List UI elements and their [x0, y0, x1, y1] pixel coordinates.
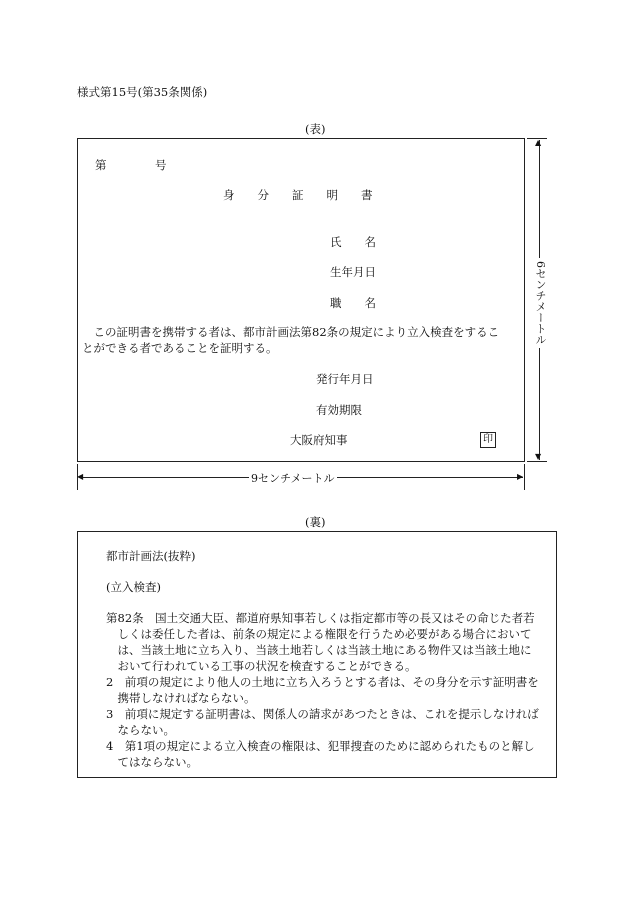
occupation-label: 職 名: [330, 296, 376, 310]
article-line: 4 第1項の規定による立入検査の権限は、犯罪捜査のために認められたものと解し: [106, 739, 535, 753]
validity-label: 有効期限: [316, 403, 362, 417]
height-dim-tick-bottom: [527, 461, 547, 462]
front-heading: (表): [305, 122, 326, 136]
statement-line-2: とができる者であることを証明する。: [82, 341, 278, 355]
birth-date-label: 生年月日: [330, 265, 376, 279]
article-line: てはならない。: [106, 755, 198, 769]
article-line: 第82条 国土交通大臣、都道府県知事若しくは指定都市等の長又はその命じた者若: [106, 611, 535, 625]
article-line: ならない。: [106, 723, 175, 737]
width-dim-tick-right: [524, 464, 525, 490]
width-arrow-left-icon: ◀: [77, 472, 84, 481]
seal-mark: 印: [480, 432, 496, 448]
article-line: 2 前項の規定により他人の土地に立ち入ろうとする者は、その身分を示す証明書を: [106, 675, 539, 689]
article-line: 携帯しなければならない。: [106, 691, 256, 705]
statement-line-1: この証明書を携帯する者は、都市計画法第82条の規定により立入検査をするこ: [82, 325, 500, 339]
article-line: は、当該土地に立ち入り、当該土地若しくは当該土地にある物件又は当該土地に: [106, 643, 532, 657]
certificate-number-prefix: 第: [95, 158, 107, 172]
certificate-title: 身 分 証 明 書: [223, 188, 373, 202]
back-heading: (裏): [305, 515, 326, 529]
height-arrow-up-icon: ▲: [535, 138, 542, 147]
height-arrow-down-icon: ▼: [535, 452, 542, 461]
section-title: (立入検査): [106, 580, 161, 594]
article-line: しくは委任した者は、前条の規定による権限を行うため必要がある場合において: [106, 627, 532, 641]
certificate-number-suffix: 号: [155, 158, 167, 172]
form-number: 様式第15号(第35条関係): [77, 85, 208, 99]
back-card: [77, 531, 557, 778]
width-dimension-label: 9センチメートル: [251, 472, 335, 485]
issue-date-label: 発行年月日: [316, 372, 374, 386]
governor-label: 大阪府知事: [290, 433, 348, 447]
front-card: [77, 138, 525, 462]
height-dimension-label: 6センチメートル: [532, 258, 548, 348]
law-title: 都市計画法(抜粋): [106, 549, 196, 563]
name-label: 氏 名: [330, 235, 376, 249]
article-line: おいて行われている工事の状況を検査することができる。: [106, 659, 417, 673]
width-arrow-right-icon: ▶: [517, 472, 524, 481]
article-line: 3 前項に規定する証明書は、関係人の請求があつたときは、これを提示しなければ: [106, 707, 539, 721]
